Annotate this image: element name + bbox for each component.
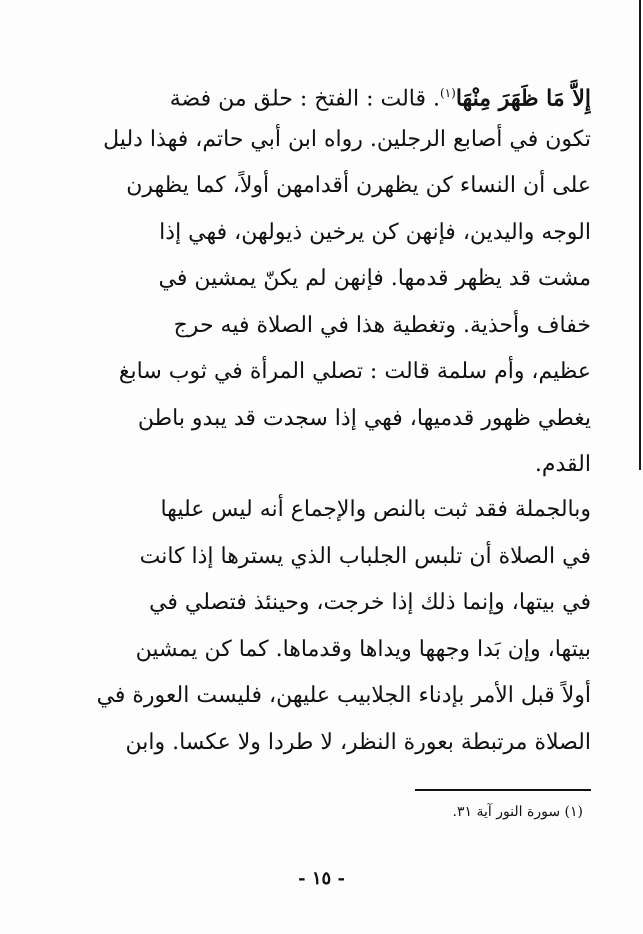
- text-line: [51, 70, 591, 117]
- page-edge-line: [639, 0, 641, 470]
- text-line: يغطي ظهور قدميها، فهي إذا سجدت قد يبدو باطن: [137, 405, 591, 431]
- text-line: تكون في أصابع الرجلين. رواه ابن أبي حاتم، فهذا دليل: [103, 126, 591, 152]
- paragraph-2: [51, 487, 591, 766]
- text-line: الصلاة مرتبطة بعورة النظر، لا طردا ولا عكسا. وابن: [125, 729, 591, 755]
- text-line: الوجه واليدين، فإنهن كن يرخين ذيولهن، فهي إذا: [159, 219, 591, 245]
- text-line: القدم.: [534, 452, 591, 477]
- text-line: خفاف وأحذية. وتغطية هذا في الصلاة فيه حرج: [173, 312, 591, 338]
- text-line: في بيتها، وإنما ذلك إذا خرجت، وحينئذ فتصلي في: [149, 590, 591, 615]
- footnote-reference: (١): [439, 86, 456, 100]
- paragraph-1: [51, 70, 591, 489]
- text-line: أولاً قبل الأمر بإدناء الجلابيب عليهن، فليست العورة في: [96, 683, 591, 708]
- text-line-rest: . قالت : الفتخ : حلق من فضة: [169, 86, 440, 112]
- text-line: مشت قد يظهر قدمها. فإنهن لم يكنّ يمشين في: [158, 266, 591, 291]
- text-line: بيتها، وإن بَدا وجهها ويداها وقدماها. كما كن يمشين: [135, 636, 591, 662]
- text-line: وبالجملة فقد ثبت بالنص والإجماع أنه ليس عليها: [160, 497, 591, 522]
- text-line: في الصلاة أن تلبس الجلباب الذي يسترها إذا كانت: [139, 543, 591, 569]
- page-number: - ١٥ -: [298, 868, 345, 889]
- quran-quote: إِلاَّ مَا ظَهَرَ مِنْهَا: [455, 85, 591, 112]
- footnote: (١) سورة النور آية ٣١.: [452, 804, 583, 820]
- footnote-divider: [415, 789, 591, 791]
- text-line: عظيم، وأم سلمة قالت : تصلي المرأة في ثوب سابغ: [118, 359, 591, 384]
- text-line: على أن النساء كن يظهرن أقدامهن أولاً، كما يظهرن: [126, 173, 591, 198]
